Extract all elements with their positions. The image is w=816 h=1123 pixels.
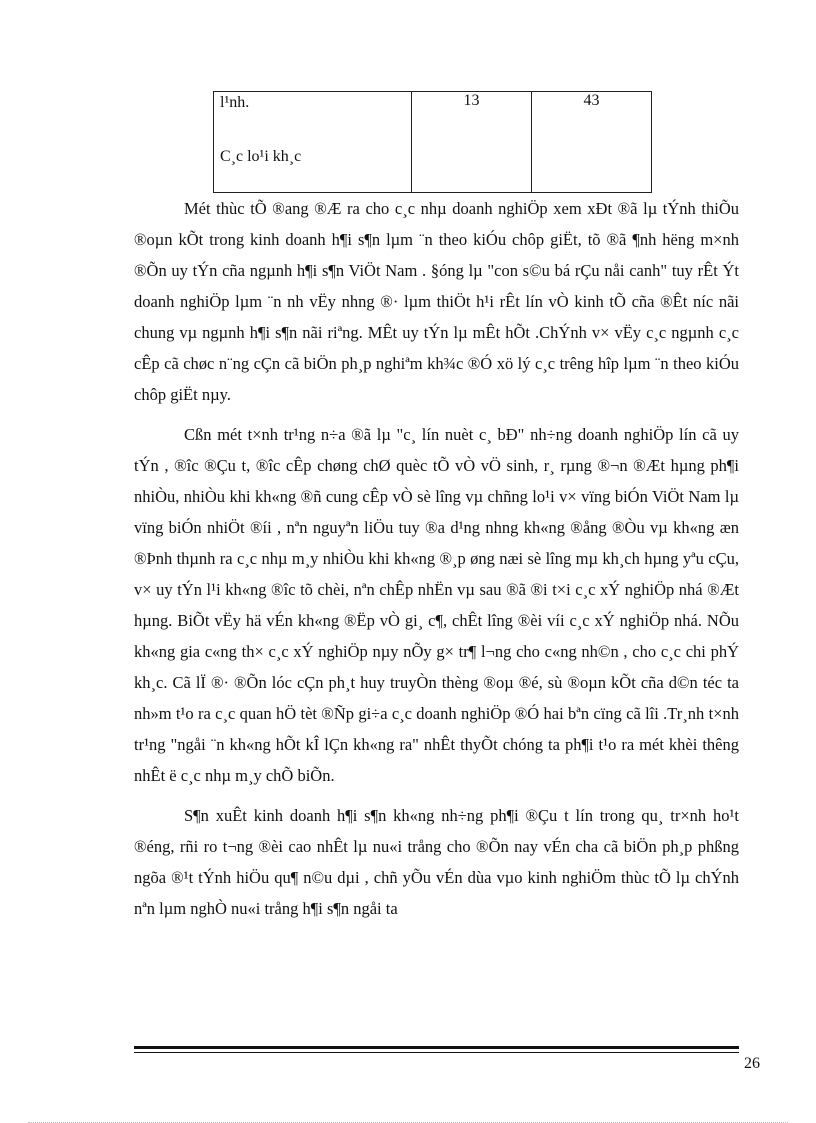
table-row: [214, 92, 652, 193]
paragraph-1: Mét thùc tÕ ®ang ®Æ ra cho c¸c nhµ doanh nghiÖp xem xÐt ®ã lµ tÝnh thiÕu ®oµn kÕt trong kinh doanh h¶i s¶n lµm ¨n theo kiÓu chôp giËt, tõ ®ã ¶nh hëng m×nh ®Õn uy tÝn cña ngµnh h¶i s¶n ViÖt Nam . §óng lµ "con s©u bá rÇu nåi canh" tuy rÊt Ýt doanh nghiÖp lµm ¨n nh vËy nhng ®· lµm thiÖt h¹i rÊt lín vÒ kinh tÕ cña ®Êt níc nãi chung vµ ngµnh h¶i s¶n nãi riªng. MÊt uy tÝn lµ mÊt hÕt .ChÝnh v× vËy c¸c ngµnh c¸c cÊp cã chøc n¨ng cÇn cã biÖn ph¸p nghiªm kh¾c ®Ó xö lý c¸c trêng hîp lµm ¨n theo kiÓu chôp giËt nµy.: [134, 199, 739, 404]
table-cell-value-1: 13: [411, 92, 531, 193]
body-text: [134, 193, 739, 933]
table-cell-category: [214, 92, 412, 193]
footer-rule-thin: [134, 1052, 739, 1053]
data-table-fragment: [213, 91, 652, 193]
category-line-1: l¹nh.: [220, 94, 250, 111]
category-line-2: C¸c lo¹i kh¸c: [220, 148, 302, 165]
footer-rule-thick: [134, 1046, 739, 1049]
page-number: 26: [744, 1055, 760, 1072]
paragraph-3: S¶n xuÊt kinh doanh h¶i s¶n kh«ng nh÷ng ph¶i ®Çu t lín trong qu¸ tr×nh ho¹t ®éng, rñi ro t¬ng ®èi cao nhÊt lµ nu«i trång cho ®Õn nay vÉn cha cã biÖn ph¸p phßng ngõa ®¹t tÝnh hiÖu qu¶ n©u dµi , chñ yÕu vÉn dùa vµo kinh nghiÖm thùc tÕ lµ chÝnh nªn lµm nghÒ nu«i trång h¶i s¶n ngåi ta: [134, 806, 739, 918]
paragraph-2: Cßn mét t×nh tr¹ng n÷a ®ã lµ "c¸ lín nuèt c¸ bÐ" nh÷ng doanh nghiÖp lín cã uy tÝn , ®îc ®Çu t, ®îc cÊp chøng chØ quèc tÕ vÒ vÖ sinh, r¸ rµng ®¬n ®Æt hµng ph¶i nhiÒu, nhiÒu khi kh«ng ®ñ cung cÊp vÒ sè lîng vµ chñng lo¹i v× vïng biÓn ViÖt Nam lµ vïng biÓn nhiÖt ®íi , nªn nguyªn liÖu tuy ®a d¹ng nhng kh«ng ®ång ®Òu vµ kh«ng æn ®Þnh thµnh ra c¸c nhµ m¸y nhiÒu khi kh«ng ®¸p øng næi sè lîng mµ kh¸ch hµng yªu cÇu, v× uy tÝn l¹i kh«ng ®îc tõ chèi, nªn chÊp nhËn vµ sau ®ã ®i t×i c¸c xÝ nghiÖp nhá ®Æt hµng. BiÕt vËy hä vÉn kh«ng ®Ëp vÒ gi¸ c¶, chÊt lîng ®èi víi c¸c xÝ nghiÖp nhá. NÕu kh«ng gia c«ng th× c¸c xÝ nghiÖp nµy nÕy g× tr¶ l¬ng cho c«ng nh©n , cho c¸c chi phÝ kh¸c. Cã lÏ ®· ®Õn lóc cÇn ph¸t huy truyÒn thèng ®oµ ®é, sù ®oµn kÕt cña d©n téc ta nh»m t¹o ra c¸c quan hÖ tèt ®Ñp gi÷a c¸c doanh nghiÖp ®Ó hai bªn cïng cã lîi .Tr¸nh t×nh tr¹ng "ngåi ¨n kh«ng hÕt kÎ lÇn kh«ng ra" nhÊt thyÕt chóng ta ph¶i t¹o ra mét khèi thêng nhÊt ë c¸c nhµ m¸y chÕ biÕn.: [134, 425, 739, 785]
table-cell-value-2: 43: [531, 92, 651, 193]
